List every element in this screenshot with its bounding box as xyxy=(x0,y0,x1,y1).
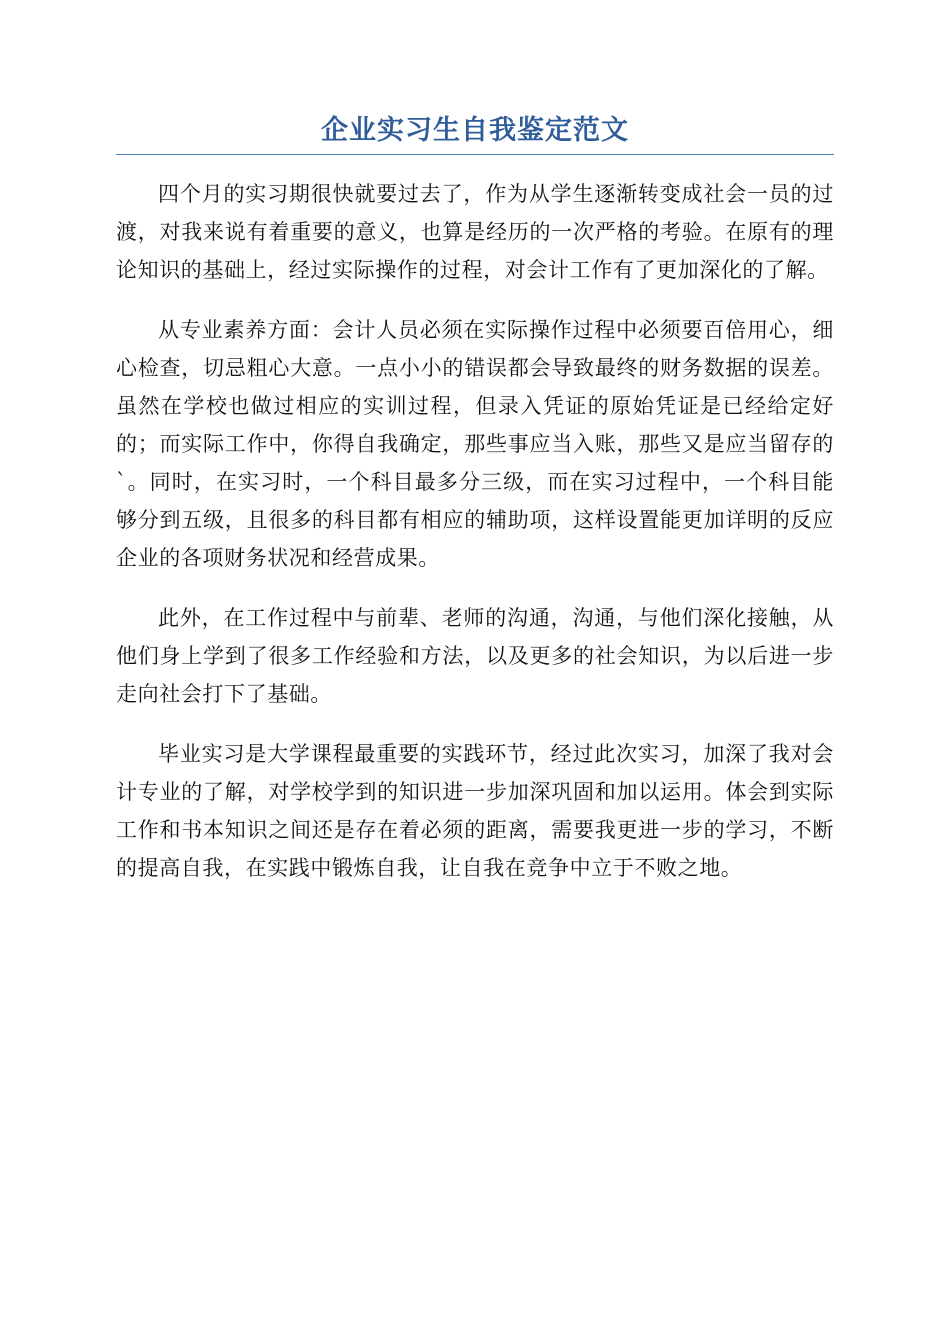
document-title: 企业实习生自我鉴定范文 xyxy=(321,115,629,146)
paragraph-2: 从专业素养方面：会计人员必须在实际操作过程中必须要百倍用心，细心检查，切忌粗心大意。一点小小的错误都会导致最终的财务数据的误差。虽然在学校也做过相应的实训过程，但录入凭证的原始凭证是已经给定好的；而实际工作中，你得自我确定，那些事应当入账，那些又是应当留存的`。同时，在实习时，一个科目最多分三级，而在实习过程中，一个科目能够分到五级，且很多的科目都有相应的辅助项，这样设置能更加详明的反应企业的各项财务状况和经营成果。 xyxy=(116,318,834,570)
paragraph-3: 此外，在工作过程中与前辈、老师的沟通，沟通，与他们深化接触，从他们身上学到了很多工作经验和方法，以及更多的社会知识，为以后进一步走向社会打下了基础。 xyxy=(116,606,834,706)
paragraph-1: 四个月的实习期很快就要过去了，作为从学生逐渐转变成社会一员的过渡，对我来说有着重要的意义，也算是经历的一次严格的考验。在原有的理论知识的基础上，经过实际操作的过程，对会计工作有了更加深化的了解。 xyxy=(116,182,834,282)
document-page xyxy=(116,112,834,909)
paragraph-4: 毕业实习是大学课程最重要的实践环节，经过此次实习，加深了我对会计专业的了解，对学校学到的知识进一步加深巩固和加以运用。体会到实际工作和书本知识之间还是存在着必须的距离，需要我更进一步的学习，不断的提高自我，在实践中锻炼自我，让自我在竞争中立于不败之地。 xyxy=(116,742,834,880)
title-underline xyxy=(116,154,834,155)
